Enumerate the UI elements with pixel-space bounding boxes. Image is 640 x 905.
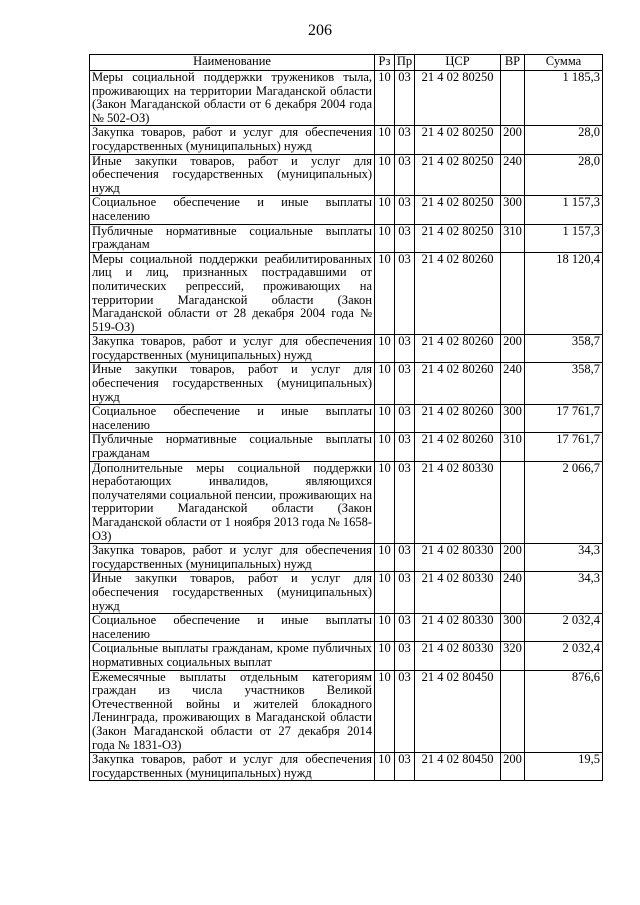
cell-vr (501, 71, 525, 126)
cell-csr: 21 4 02 80250 (415, 196, 501, 224)
cell-csr: 21 4 02 80330 (415, 544, 501, 572)
cell-name: Закупка товаров, работ и услуг для обеспечения государственных (муниципальных) нужд (90, 126, 375, 154)
cell-rz: 10 (375, 224, 395, 252)
cell-rz: 10 (375, 335, 395, 363)
cell-pr: 03 (395, 670, 415, 753)
cell-pr: 03 (395, 252, 415, 335)
table-row (90, 572, 603, 614)
cell-vr (501, 252, 525, 335)
table-row (90, 126, 603, 154)
table-row (90, 252, 603, 335)
cell-sum: 28,0 (525, 126, 603, 154)
cell-name: Публичные нормативные социальные выплаты гражданам (90, 224, 375, 252)
cell-name: Меры социальной поддержки тружеников тыла, проживающих на территории Магаданской области (Закон Магаданской области от 6 декабря 2004 года № 502-ОЗ) (90, 71, 375, 126)
cell-name: Иные закупки товаров, работ и услуг для обеспечения государственных (муниципальных) нужд (90, 363, 375, 405)
cell-sum: 34,3 (525, 544, 603, 572)
table-row (90, 363, 603, 405)
cell-pr: 03 (395, 572, 415, 614)
cell-vr: 200 (501, 753, 525, 781)
cell-csr: 21 4 02 80260 (415, 252, 501, 335)
cell-csr: 21 4 02 80250 (415, 154, 501, 196)
cell-name: Дополнительные меры социальной поддержки неработающих инвалидов, являющихся получателями социальной пенсии, проживающих на территории Магаданской области (Закон Магаданской области от 1 ноября 2013 года № 1658-ОЗ) (90, 461, 375, 544)
cell-rz: 10 (375, 363, 395, 405)
cell-vr: 320 (501, 642, 525, 670)
cell-sum: 34,3 (525, 572, 603, 614)
header-csr: ЦСР (415, 55, 501, 71)
table-body (90, 71, 603, 781)
cell-sum: 18 120,4 (525, 252, 603, 335)
cell-csr: 21 4 02 80330 (415, 572, 501, 614)
cell-sum: 876,6 (525, 670, 603, 753)
cell-name: Меры социальной поддержки реабилитированных лиц и лиц, признанных пострадавшими от политических репрессий, проживающих на территории Магаданской области (Закон Магаданской области от 28 декабря 2004 года № 519-ОЗ) (90, 252, 375, 335)
cell-name: Закупка товаров, работ и услуг для обеспечения государственных (муниципальных) нужд (90, 753, 375, 781)
cell-rz: 10 (375, 405, 395, 433)
cell-sum: 28,0 (525, 154, 603, 196)
cell-vr: 200 (501, 126, 525, 154)
cell-vr: 300 (501, 614, 525, 642)
cell-rz: 10 (375, 71, 395, 126)
cell-rz: 10 (375, 544, 395, 572)
cell-pr: 03 (395, 363, 415, 405)
cell-rz: 10 (375, 614, 395, 642)
cell-pr: 03 (395, 461, 415, 544)
cell-vr: 240 (501, 572, 525, 614)
cell-rz: 10 (375, 461, 395, 544)
cell-csr: 21 4 02 80250 (415, 71, 501, 126)
cell-rz: 10 (375, 126, 395, 154)
cell-vr: 300 (501, 405, 525, 433)
cell-sum: 2 066,7 (525, 461, 603, 544)
cell-csr: 21 4 02 80260 (415, 335, 501, 363)
cell-name: Иные закупки товаров, работ и услуг для обеспечения государственных (муниципальных) нужд (90, 154, 375, 196)
cell-csr: 21 4 02 80450 (415, 670, 501, 753)
cell-pr: 03 (395, 433, 415, 461)
table-row (90, 753, 603, 781)
cell-rz: 10 (375, 572, 395, 614)
cell-name: Социальное обеспечение и иные выплаты населению (90, 405, 375, 433)
table-header (90, 55, 603, 71)
table-row (90, 335, 603, 363)
cell-pr: 03 (395, 335, 415, 363)
cell-vr: 200 (501, 335, 525, 363)
cell-rz: 10 (375, 154, 395, 196)
table-row (90, 71, 603, 126)
cell-vr (501, 461, 525, 544)
table-row (90, 642, 603, 670)
header-name: Наименование (90, 55, 375, 71)
cell-pr: 03 (395, 642, 415, 670)
cell-csr: 21 4 02 80330 (415, 461, 501, 544)
cell-name: Социальное обеспечение и иные выплаты населению (90, 614, 375, 642)
cell-vr (501, 670, 525, 753)
cell-pr: 03 (395, 544, 415, 572)
cell-rz: 10 (375, 252, 395, 335)
cell-pr: 03 (395, 71, 415, 126)
page-number: 206 (308, 22, 332, 39)
cell-pr: 03 (395, 614, 415, 642)
table-row (90, 433, 603, 461)
cell-vr: 240 (501, 154, 525, 196)
cell-csr: 21 4 02 80250 (415, 126, 501, 154)
cell-rz: 10 (375, 642, 395, 670)
cell-pr: 03 (395, 196, 415, 224)
cell-csr: 21 4 02 80450 (415, 753, 501, 781)
table-row (90, 196, 603, 224)
cell-name: Ежемесячные выплаты отдельным категориям граждан из числа участников Великой Отечественной войны и жителей блокадного Ленинграда, проживающих в Магаданской области (Закон Магаданской области от 27 декабря 2014 года № 1831-ОЗ) (90, 670, 375, 753)
cell-pr: 03 (395, 154, 415, 196)
cell-pr: 03 (395, 224, 415, 252)
cell-pr: 03 (395, 753, 415, 781)
cell-rz: 10 (375, 196, 395, 224)
budget-table (89, 54, 603, 781)
cell-pr: 03 (395, 126, 415, 154)
cell-name: Закупка товаров, работ и услуг для обеспечения государственных (муниципальных) нужд (90, 544, 375, 572)
cell-rz: 10 (375, 670, 395, 753)
cell-csr: 21 4 02 80260 (415, 433, 501, 461)
table-row (90, 154, 603, 196)
cell-rz: 10 (375, 433, 395, 461)
cell-csr: 21 4 02 80250 (415, 224, 501, 252)
cell-name: Социальное обеспечение и иные выплаты населению (90, 196, 375, 224)
cell-sum: 1 157,3 (525, 196, 603, 224)
cell-csr: 21 4 02 80260 (415, 363, 501, 405)
cell-sum: 358,7 (525, 335, 603, 363)
table-row (90, 405, 603, 433)
table-row (90, 670, 603, 753)
table-row (90, 461, 603, 544)
cell-vr: 300 (501, 196, 525, 224)
header-vr: ВР (501, 55, 525, 71)
cell-sum: 2 032,4 (525, 642, 603, 670)
cell-name: Закупка товаров, работ и услуг для обеспечения государственных (муниципальных) нужд (90, 335, 375, 363)
cell-sum: 1 157,3 (525, 224, 603, 252)
header-rz: Рз (375, 55, 395, 71)
cell-name: Публичные нормативные социальные выплаты гражданам (90, 433, 375, 461)
cell-name: Социальные выплаты гражданам, кроме публичных нормативных социальных выплат (90, 642, 375, 670)
cell-sum: 2 032,4 (525, 614, 603, 642)
cell-name: Иные закупки товаров, работ и услуг для обеспечения государственных (муниципальных) нужд (90, 572, 375, 614)
table-row (90, 544, 603, 572)
table-row (90, 224, 603, 252)
cell-sum: 17 761,7 (525, 405, 603, 433)
header-sum: Сумма (525, 55, 603, 71)
cell-rz: 10 (375, 753, 395, 781)
table-row (90, 614, 603, 642)
header-pr: Пр (395, 55, 415, 71)
cell-csr: 21 4 02 80330 (415, 614, 501, 642)
cell-sum: 19,5 (525, 753, 603, 781)
cell-vr: 310 (501, 433, 525, 461)
header-row (90, 55, 603, 71)
cell-sum: 358,7 (525, 363, 603, 405)
cell-csr: 21 4 02 80330 (415, 642, 501, 670)
cell-vr: 310 (501, 224, 525, 252)
cell-vr: 200 (501, 544, 525, 572)
cell-sum: 1 185,3 (525, 71, 603, 126)
cell-sum: 17 761,7 (525, 433, 603, 461)
cell-csr: 21 4 02 80260 (415, 405, 501, 433)
cell-pr: 03 (395, 405, 415, 433)
cell-vr: 240 (501, 363, 525, 405)
